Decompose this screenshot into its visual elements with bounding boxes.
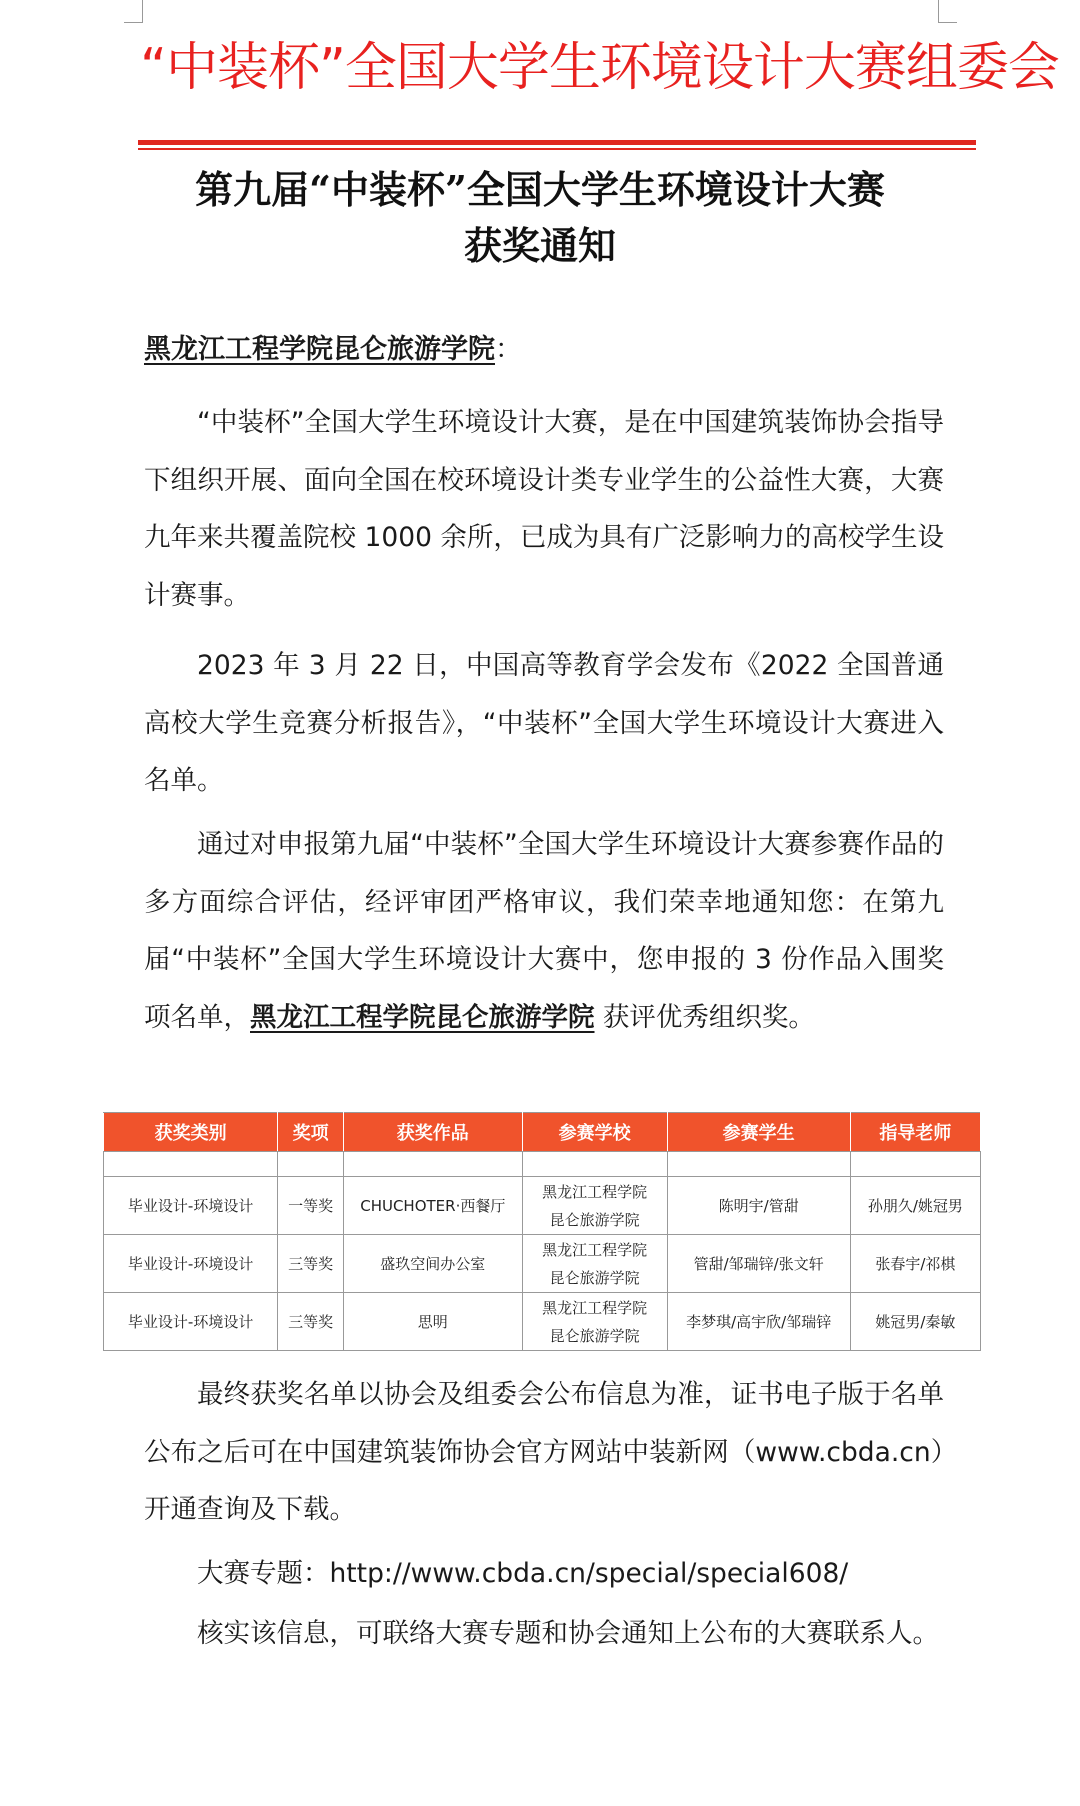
awards-table — [103, 1112, 981, 1351]
title-line-1: 第九届“中装杯”全国大学生环境设计大赛 — [195, 167, 885, 212]
title-line-2: 获奖通知 — [463, 223, 616, 268]
paragraph-special-link: 大赛专题：http://www.cbda.cn/special/special608/ — [197, 1558, 849, 1589]
spacer-cell — [104, 1152, 278, 1177]
paragraph-notice — [144, 816, 944, 1046]
spacer-cell — [278, 1152, 344, 1177]
paragraph-contact: 核实该信息，可联络大赛专题和协会通知上公布的大赛联系人。 — [197, 1618, 939, 1649]
table-header-row — [104, 1113, 981, 1152]
cell-category: 毕业设计-环境设计 — [104, 1293, 278, 1351]
document-title — [90, 162, 990, 274]
cell-teachers: 张春宇/祁棋 — [850, 1235, 980, 1293]
cell-award: 一等奖 — [278, 1177, 344, 1235]
spacer-cell — [667, 1152, 850, 1177]
cell-students: 管甜/邹瑞锌/张文轩 — [667, 1235, 850, 1293]
school-line-2: 昆仑旅游学院 — [549, 1268, 640, 1287]
paragraph-intro: “中装杯”全国大学生环境设计大赛，是在中国建筑装饰协会指导下组织开展、面向全国在校环境设计类专业学生的公益性大赛，大赛九年来共覆盖院校 1000 余所，已成为具有广泛影响力的高校学生设计赛事。 — [144, 407, 944, 611]
spacer-cell — [522, 1152, 667, 1177]
school-line-2: 昆仑旅游学院 — [549, 1326, 640, 1345]
cell-work: 盛玖空间办公室 — [343, 1235, 522, 1293]
table-row — [104, 1293, 981, 1351]
header-school: 参赛学校 — [522, 1113, 667, 1152]
header-students: 参赛学生 — [667, 1113, 850, 1152]
recipient-line — [144, 330, 522, 370]
paragraph-report: 2023 年 3 月 22 日，中国高等教育学会发布《2022 全国普通高校大学生竞赛分析报告》，“中装杯”全国大学生环境设计大赛进入名单。 — [144, 650, 944, 796]
cell-work: CHUCHOTER·西餐厅 — [343, 1177, 522, 1235]
notice-text-before: 通过对申报第九届“中装杯”全国大学生环境设计大赛参赛作品的多方面综合评估，经评审团严格审议，我们荣幸地通知您：在第九届“中装杯”全国大学生环境设计大赛中，您申报的 3 份作品入围奖项名单， — [144, 829, 944, 1033]
header-teachers: 指导老师 — [850, 1113, 980, 1152]
recipient-colon: ： — [495, 334, 522, 365]
paragraph-certificate: 最终获奖名单以协会及组委会公布信息为准，证书电子版于名单公布之后可在中国建筑装饰协会官方网站中装新网（www.cbda.cn）开通查询及下载。 — [144, 1379, 944, 1525]
cell-work: 思明 — [343, 1293, 522, 1351]
spacer-cell — [850, 1152, 980, 1177]
cell-category: 毕业设计-环境设计 — [104, 1235, 278, 1293]
cell-students: 陈明宇/管甜 — [667, 1177, 850, 1235]
notice-school-name: 黑龙江工程学院昆仑旅游学院 — [250, 1001, 595, 1033]
table-row — [104, 1177, 981, 1235]
school-line-1: 黑龙江工程学院 — [542, 1182, 648, 1201]
school-line-1: 黑龙江工程学院 — [542, 1298, 648, 1317]
crop-mark-top-left — [124, 0, 143, 23]
cell-teachers: 孙朋久/姚冠男 — [850, 1177, 980, 1235]
letterhead-rule-thick — [138, 140, 976, 145]
table-spacer-row — [104, 1152, 981, 1177]
cell-school — [522, 1177, 667, 1235]
cell-students: 李梦琪/高宇欣/邹瑞锌 — [667, 1293, 850, 1351]
recipient-name: 黑龙江工程学院昆仑旅游学院 — [144, 334, 495, 365]
header-work: 获奖作品 — [343, 1113, 522, 1152]
cell-teachers: 姚冠男/秦敏 — [850, 1293, 980, 1351]
header-award-category: 获奖类别 — [104, 1113, 278, 1152]
notice-text-after: 获评优秀组织奖。 — [594, 1001, 815, 1033]
letterhead-org-name: “中装杯”全国大学生环境设计大赛组委会 — [140, 38, 1059, 98]
cell-category: 毕业设计-环境设计 — [104, 1177, 278, 1235]
school-line-1: 黑龙江工程学院 — [542, 1240, 648, 1259]
header-award: 奖项 — [278, 1113, 344, 1152]
crop-mark-top-right — [938, 0, 957, 23]
cell-school — [522, 1293, 667, 1351]
cell-award: 三等奖 — [278, 1293, 344, 1351]
cell-school — [522, 1235, 667, 1293]
spacer-cell — [343, 1152, 522, 1177]
table-row — [104, 1235, 981, 1293]
school-line-2: 昆仑旅游学院 — [549, 1210, 640, 1229]
letterhead-rule-thin — [138, 148, 976, 150]
cell-award: 三等奖 — [278, 1235, 344, 1293]
